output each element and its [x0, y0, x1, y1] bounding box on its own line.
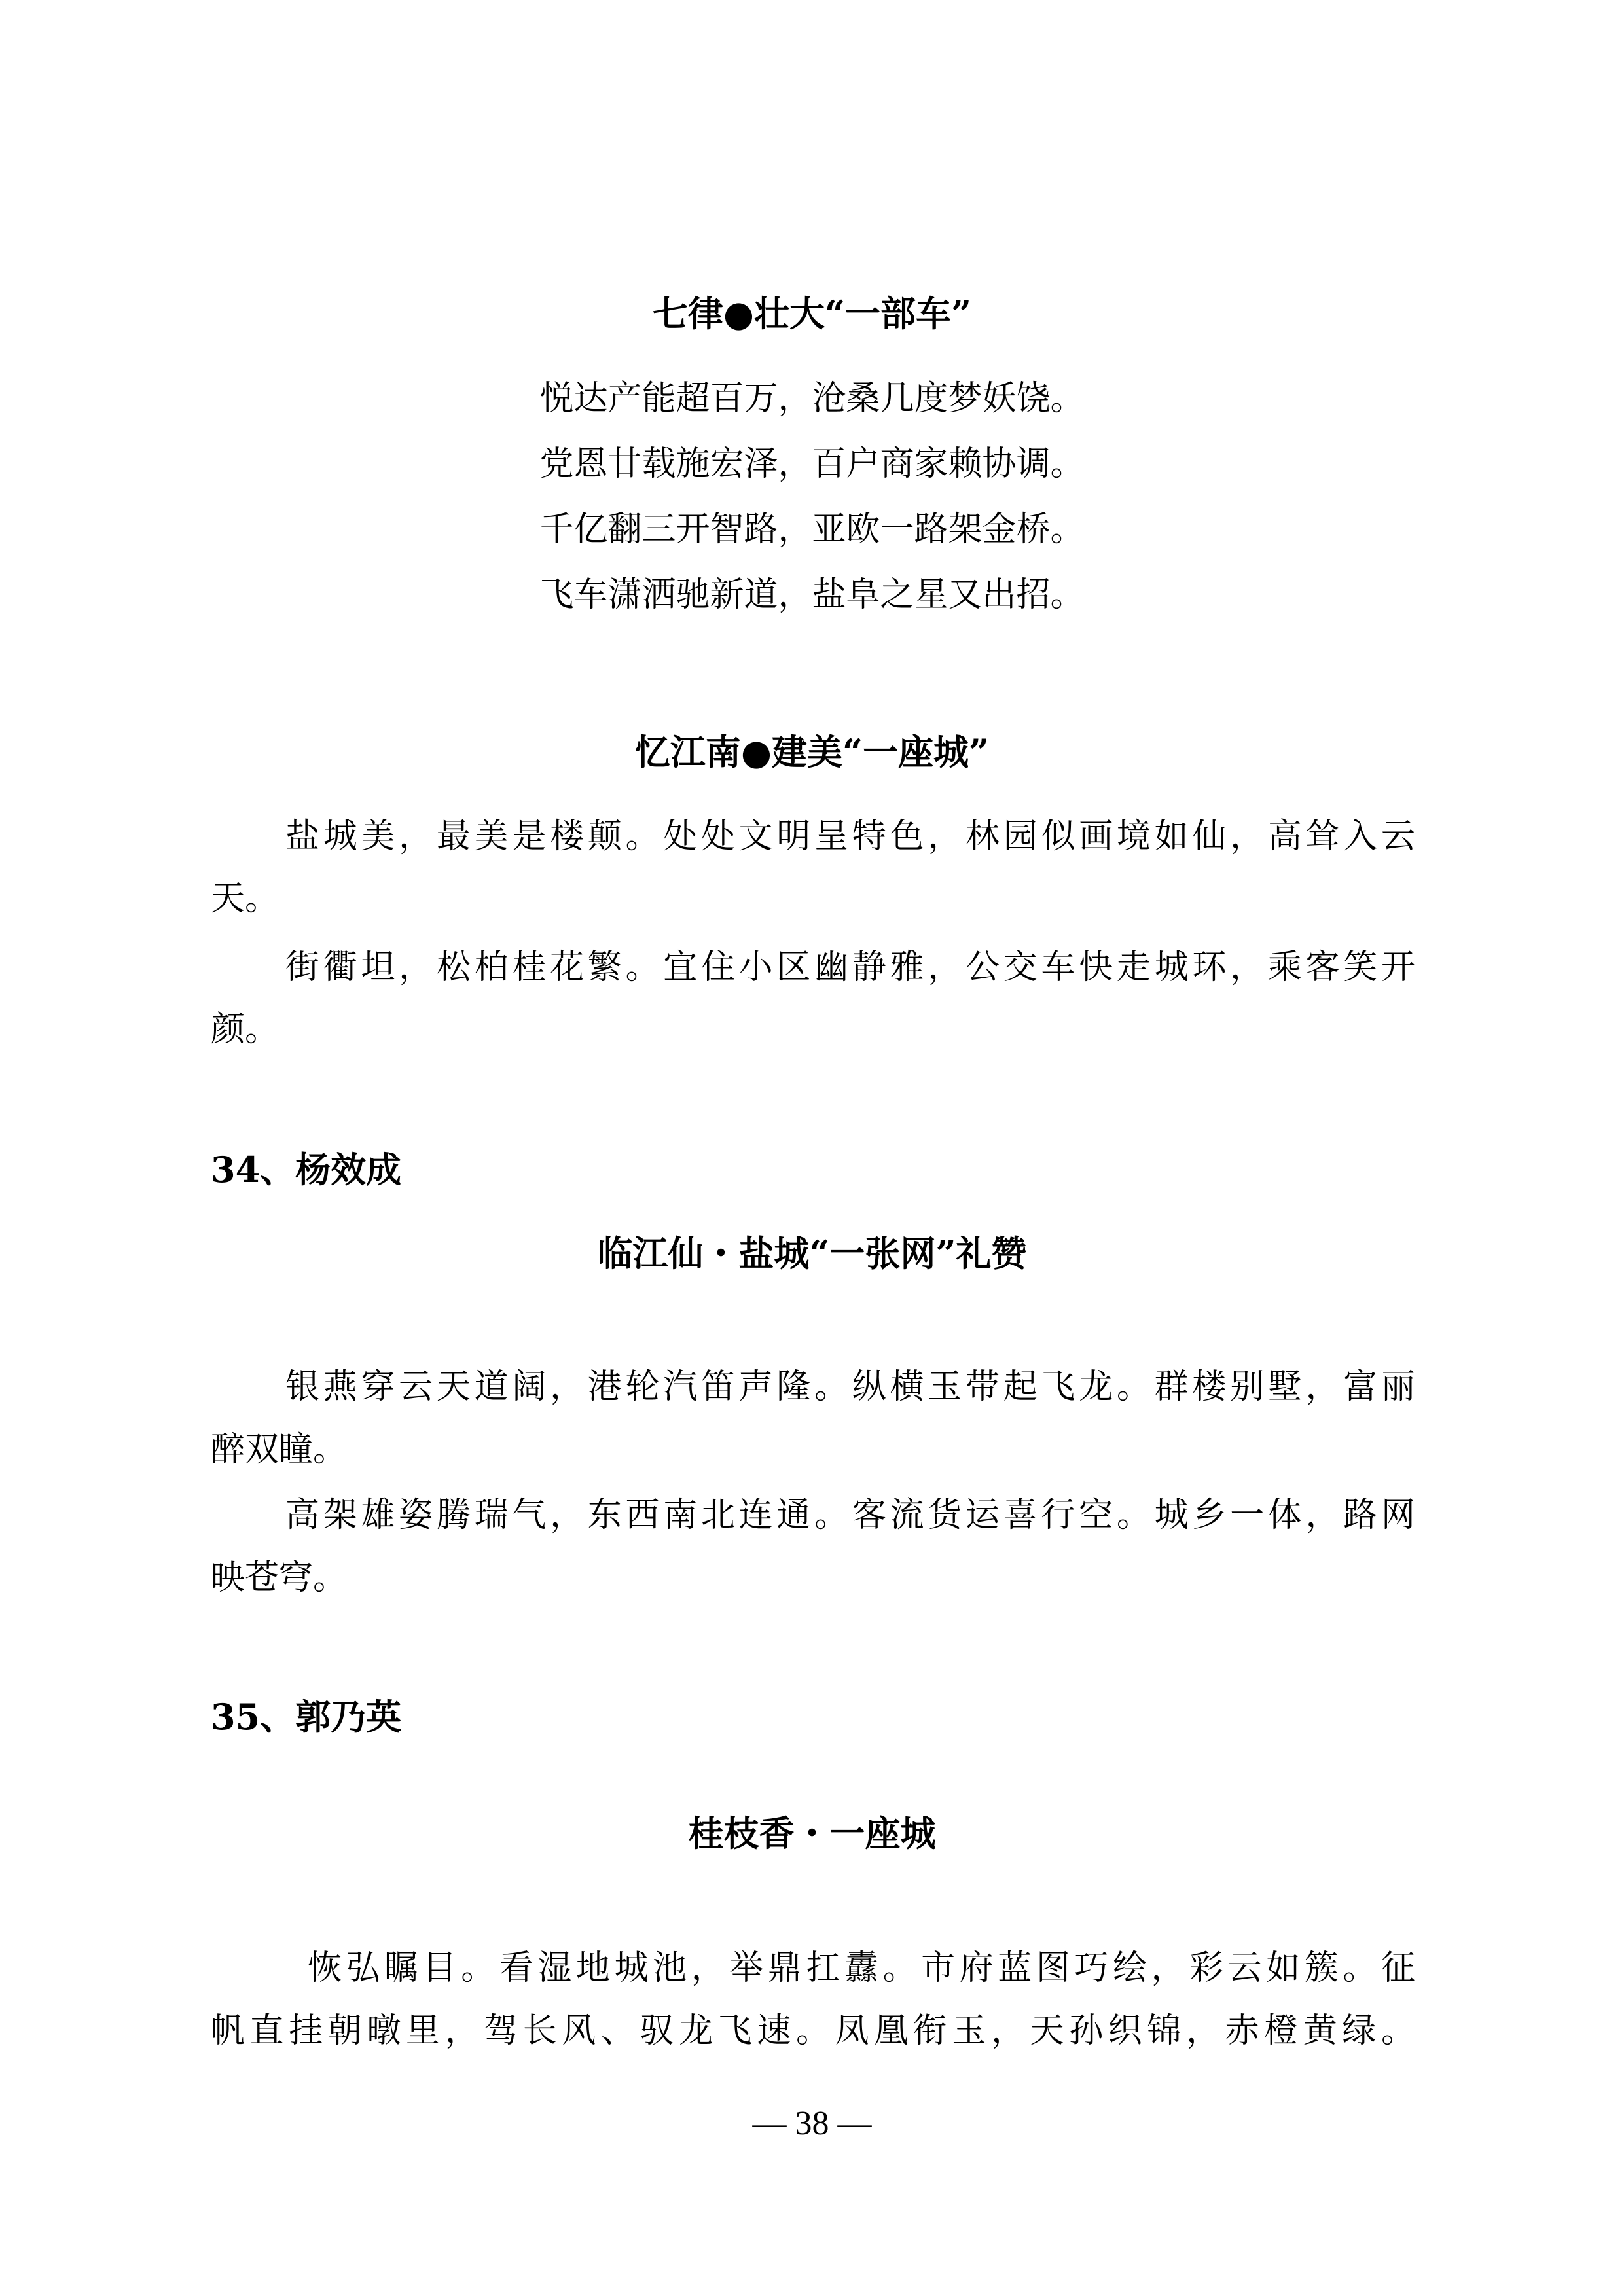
poem-paragraph-line: 高架雄姿腾瑞气，东西南北连通。客流货运喜行空。城乡一体，路网 [285, 1496, 1415, 1535]
author-heading: 34、杨效成 [211, 1149, 402, 1191]
poem-paragraph-line: 街衢坦，松柏桂花繁。宜住小区幽静雅，公交车快走城环，乘客笑开 [285, 948, 1415, 987]
page-number: — 38 — [752, 2105, 872, 2142]
poem-line: 千亿翻三开智路，亚欧一路架金桥。 [539, 510, 1085, 549]
poem-paragraph-line: 天。 [211, 879, 280, 918]
poem-paragraph-line: 映苍穹。 [211, 1558, 348, 1598]
poem-paragraph-line: 恢弘瞩目。看湿地城池，举鼎扛纛。市府蓝图巧绘，彩云如簇。征 [308, 1948, 1415, 1988]
poem-paragraph-line: 帆直挂朝暾里，驾长风、驭龙飞速。凤凰衔玉，天孙织锦，赤橙黄绿。 [211, 2011, 1415, 2051]
poem-paragraph-line: 醉双瞳。 [211, 1430, 348, 1469]
poem-title: 临江仙・盐城“一张网”礼赞 [597, 1232, 1027, 1274]
poem-title: 桂枝香・一座城 [688, 1812, 936, 1854]
poem-title: 忆江南●建美“一座城” [634, 731, 990, 773]
author-heading: 35、郭乃英 [211, 1696, 402, 1738]
poem-paragraph-line: 颜。 [211, 1010, 280, 1049]
poem-title: 七律●壮大“一部车” [652, 293, 972, 334]
poem-paragraph-line: 银燕穿云天道阔，港轮汽笛声隆。纵横玉带起飞龙。群楼别墅，富丽 [285, 1367, 1415, 1407]
poem-line: 飞车潇洒驰新道，盐阜之星又出招。 [539, 575, 1085, 615]
poem-line: 悦达产能超百万，沧桑几度梦妖饶。 [539, 379, 1085, 418]
poem-line: 党恩廿载施宏泽，百户商家赖协调。 [539, 444, 1085, 484]
poem-paragraph-line: 盐城美，最美是楼颠。处处文明呈特色，林园似画境如仙，高耸入云 [285, 817, 1415, 856]
